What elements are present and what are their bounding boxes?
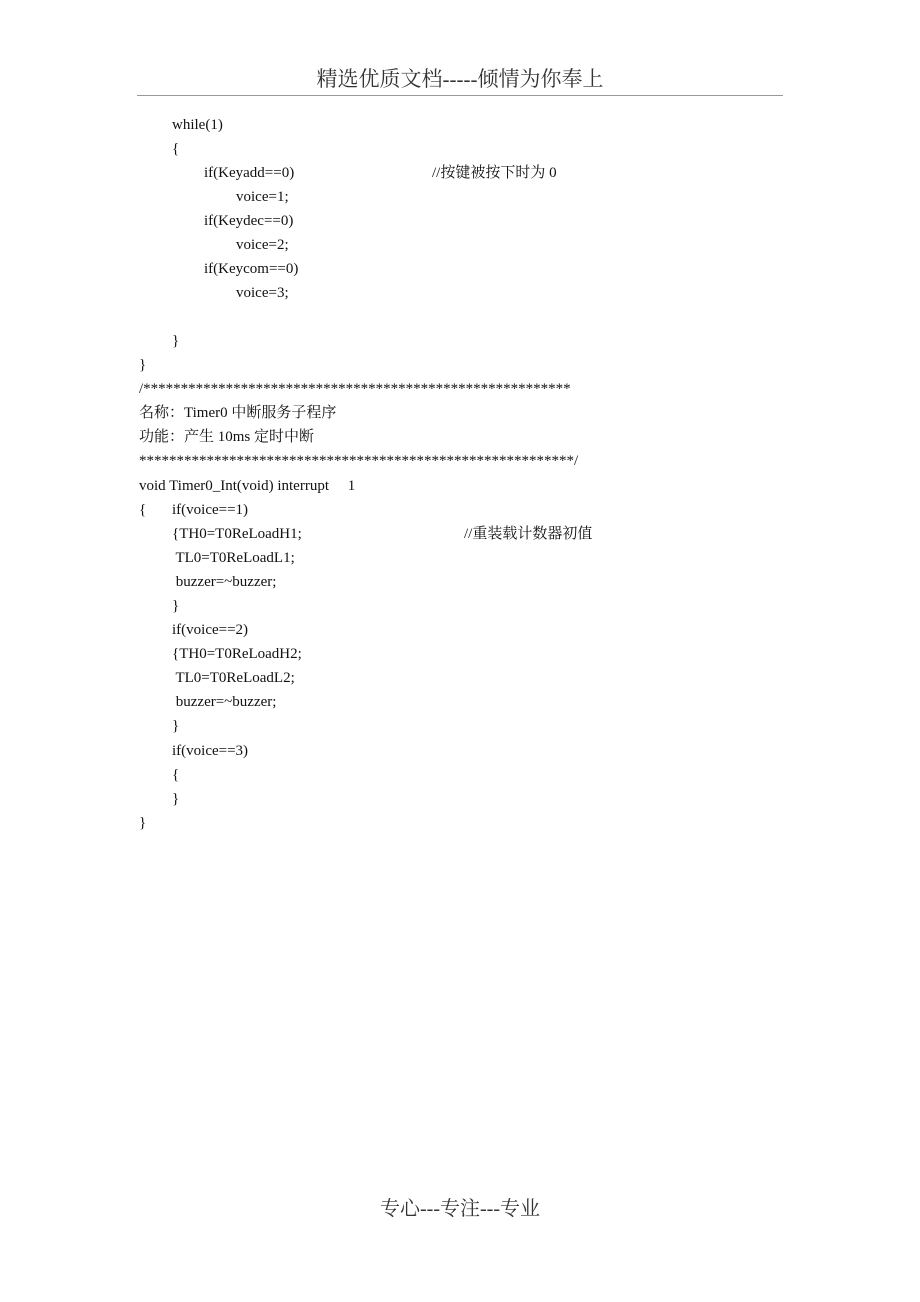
code-line-while: while(1) — [172, 117, 223, 133]
code-line-if-voice2: if(voice==2) — [172, 622, 249, 638]
code-line-if-keyadd: if(Keyadd==0) — [204, 165, 295, 181]
code-banner-top: /********************************************************* — [139, 381, 571, 397]
code-line-isr-open: { — [139, 502, 147, 518]
code-line-name: 名称：Timer0 中断服务子程序 — [139, 405, 337, 421]
code-line-th0-h1: {TH0=T0ReLoadH1; — [172, 526, 302, 542]
code-line-close1: } — [172, 598, 180, 614]
code-line-while-close: } — [172, 333, 180, 349]
code-line-if-keycom: if(Keycom==0) — [204, 261, 299, 277]
code-line-function: 功能：产生 10ms 定时中断 — [139, 429, 315, 445]
code-line-close2: } — [172, 718, 180, 734]
code-line-open3: { — [172, 767, 180, 783]
code-comment-reload: //重装载计数器初值 — [464, 526, 593, 542]
code-line-close3: } — [172, 791, 180, 807]
code-line-while-open: { — [172, 141, 180, 157]
header-divider — [137, 95, 783, 96]
code-line-voice2: voice=2; — [236, 237, 289, 253]
page-footer: 专心---专注---专业 — [380, 1198, 540, 1220]
code-line-if-voice1: if(voice==1) — [172, 502, 249, 518]
code-line-voice3: voice=3; — [236, 285, 289, 301]
code-line-th0-h2: {TH0=T0ReLoadH2; — [172, 646, 302, 662]
code-line-buzzer1: buzzer=~buzzer; — [172, 574, 277, 590]
code-banner-bottom: **********************************************************/ — [139, 453, 579, 469]
code-line-buzzer2: buzzer=~buzzer; — [172, 694, 277, 710]
code-line-main-close: } — [139, 357, 147, 373]
code-line-tl0-l1: TL0=T0ReLoadL1; — [172, 550, 295, 566]
page-header: 精选优质文档-----倾情为你奉上 — [316, 67, 604, 91]
code-line-isr-close: } — [139, 815, 147, 831]
code-line-isr-signature: void Timer0_Int(void) interrupt 1 — [139, 478, 356, 494]
code-line-if-keydec: if(Keydec==0) — [204, 213, 294, 229]
code-comment-keyadd: //按键被按下时为 0 — [432, 165, 557, 181]
code-line-voice1: voice=1; — [236, 189, 289, 205]
code-line-tl0-l2: TL0=T0ReLoadL2; — [172, 670, 295, 686]
code-line-if-voice3: if(voice==3) — [172, 743, 249, 759]
